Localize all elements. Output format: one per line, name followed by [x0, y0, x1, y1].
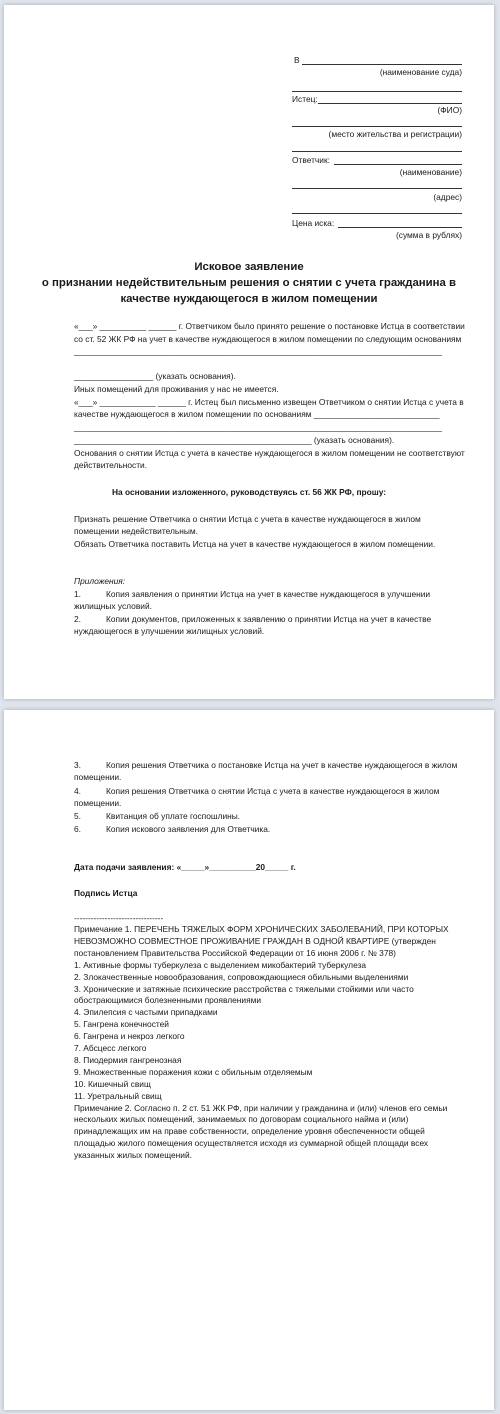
court-prefix: В [294, 55, 300, 65]
blank-line [292, 151, 462, 152]
note-1-line: НЕВОЗМОЖНО СОВМЕСТНОЕ ПРОЖИВАНИЕ ГРАЖДАН В ОДНОЙ КВАРТИРЕ (утвержден [74, 935, 436, 946]
blank-line [292, 188, 462, 189]
attachment-item-cont: жилищных условий. [74, 601, 152, 611]
note-1-line: 9. Множественные поражения кожи с обильным отделяемым [74, 1066, 313, 1077]
separator: -------------------------------- [74, 913, 164, 923]
attachment-num: 3. [74, 760, 81, 770]
body-line: Иных помещений для проживания у нас не имеется. [74, 384, 279, 394]
attachment-item-cont: помещении. [74, 798, 122, 808]
request-line: Признать решение Ответчика о снятии Истца с учета в качестве нуждающегося в жилом [74, 514, 421, 524]
attachment-item-cont: нуждающегося в улучшении жилищных условий. [74, 626, 265, 636]
body-line: _______________________________________________________________________________ [74, 346, 442, 356]
court-caption: (наименование суда) [379, 67, 462, 77]
address-caption: (адрес) [433, 192, 462, 202]
defendant-label: Ответчик: [292, 155, 330, 165]
attachment-num: 2. [74, 614, 81, 624]
blank-line [292, 213, 462, 214]
claim-price-label: Цена иска: [292, 218, 335, 228]
note-2-line: принадлежащих им на праве собственности, определение уровня обеспеченности общей [74, 1126, 425, 1137]
body-line: действительности. [74, 460, 148, 470]
note-1-line: 1. Активные формы туберкулеза с выделением микобактерий туберкулеза [74, 959, 367, 970]
body-line: «___» ____________ ______ г. Истец был письменно извещен Ответчиком о снятии Истца с учета в [74, 397, 464, 407]
name-caption: (наименование) [399, 167, 462, 177]
note-1-line: 5. Гангрена конечностей [74, 1019, 169, 1030]
note-1-line: 6. Гангрена и некроз легкого [74, 1031, 185, 1042]
plaintiff-signature: Подпись Истца [74, 888, 138, 898]
note-2-line: площадью жилого помещения осуществляется исходя из суммарной общей площади всех [74, 1138, 429, 1149]
attachment-item: Квитанция об уплате госпошлины. [106, 811, 241, 821]
note-1-line: 11. Уретральный свищ [74, 1090, 162, 1101]
request-line: Обязать Ответчика поставить Истца на учет в качестве нуждающегося в жилом помещении. [74, 539, 436, 549]
attachment-num: 1. [74, 589, 81, 599]
plaintiff-label: Истец: [292, 94, 318, 104]
note-1-line: 4. Эпилепсия с частыми припадками [74, 1007, 218, 1018]
note-1-line: 8. Пиодермия гангренозная [74, 1054, 182, 1065]
document-page-2 [4, 710, 494, 1410]
document-page-1 [4, 5, 494, 699]
fio-caption: (ФИО) [437, 105, 462, 115]
note-1-line: 10. Кишечный свищ [74, 1078, 151, 1089]
attachment-num: 4. [74, 786, 81, 796]
attachment-item: Копия искового заявления для Ответчика. [106, 824, 271, 834]
attachment-num: 5. [74, 811, 81, 821]
attachment-num: 6. [74, 824, 81, 834]
note-2-line: нескольких жилых помещений, занимаемых по договорам социального найма и (или) [74, 1114, 409, 1125]
note-1-line: постановлением Правительства Российской Федерации от 16 июня 2006 г. № 378) [74, 947, 396, 958]
filing-date-line: Дата подачи заявления: «_____»__________20_____ г. [74, 862, 296, 872]
defendant-line [334, 164, 462, 165]
attachment-item: Копия решения Ответчика о снятии Истца с учета в качестве нуждающегося в жилом [106, 786, 440, 796]
attachment-item: Копия решения Ответчика о постановке Истца на учет в качестве нуждающегося в жилом [106, 760, 458, 770]
attachment-item: Копии документов, приложенных к заявлению о принятии Истца на учет в качестве [106, 614, 432, 624]
residence-caption: (место жительства и регистрации) [328, 129, 462, 139]
doc-title: Исковое заявление [194, 261, 304, 273]
court-line [302, 64, 462, 65]
attachments-heading: Приложения: [74, 576, 126, 586]
note-2-line: Примечание 2. Согласно п. 2 ст. 51 ЖК РФ, при наличии у гражданина и (или) членов его семьи [74, 1102, 448, 1113]
body-line: _______________________________________________________________________________ [74, 422, 442, 432]
attachment-item-cont: помещении. [74, 772, 122, 782]
note-1-line: 3. Хронические и затяжные психические расстройства с тяжелыми стойкими или часто [74, 983, 414, 994]
attachment-item: Копия заявления о принятии Истца на учет в качестве нуждающегося в улучшении [106, 589, 431, 599]
note-1-line: Примечание 1. ПЕРЕЧЕНЬ ТЯЖЕЛЫХ ФОРМ ХРОНИЧЕСКИХ ЗАБОЛЕВАНИЙ, ПРИ КОТОРЫХ [74, 924, 449, 934]
plaintiff-line [318, 103, 462, 104]
basis-line: На основании изложенного, руководствуясь ст. 56 ЖК РФ, прошу: [111, 487, 387, 497]
claim-price-caption: (сумма в рублях) [395, 230, 462, 240]
body-line: «___» __________ ______ г. Ответчиком было принято решение о постановке Истца в соответствии [74, 321, 465, 331]
note-1-line: обострающимися болезненными проявлениями [74, 995, 262, 1006]
note-2-line: указанных жилых помещений. [74, 1150, 192, 1161]
body-line: ___________________________________________________ (указать основания). [74, 435, 395, 445]
body-line: со ст. 52 ЖК РФ на учет в качестве нуждающегося в жилом помещении по следующим основаниям [74, 334, 462, 344]
claim-price-line [338, 227, 462, 228]
note-1-line: 7. Абсцесс легкого [74, 1043, 147, 1053]
note-1-line: 2. Злокачественные новообразования, сопровождающиеся обильными выделениями [74, 971, 409, 982]
body-line: качестве нуждающегося в жилом помещении по основаниям ___________________________ [74, 409, 440, 419]
request-line: помещении недействительным. [74, 526, 198, 536]
body-line: Основания о снятии Истца с учета в качестве нуждающегося в жилом помещении не соответствуют [74, 448, 465, 458]
body-line: _________________ (указать основания). [74, 371, 236, 381]
doc-title-line3: качестве нуждающегося в жилом помещении [120, 293, 378, 305]
blank-line [292, 126, 462, 127]
doc-title-line2: о признании недействительным решения о снятии с учета гражданина в [41, 277, 457, 289]
blank-line [292, 91, 462, 92]
